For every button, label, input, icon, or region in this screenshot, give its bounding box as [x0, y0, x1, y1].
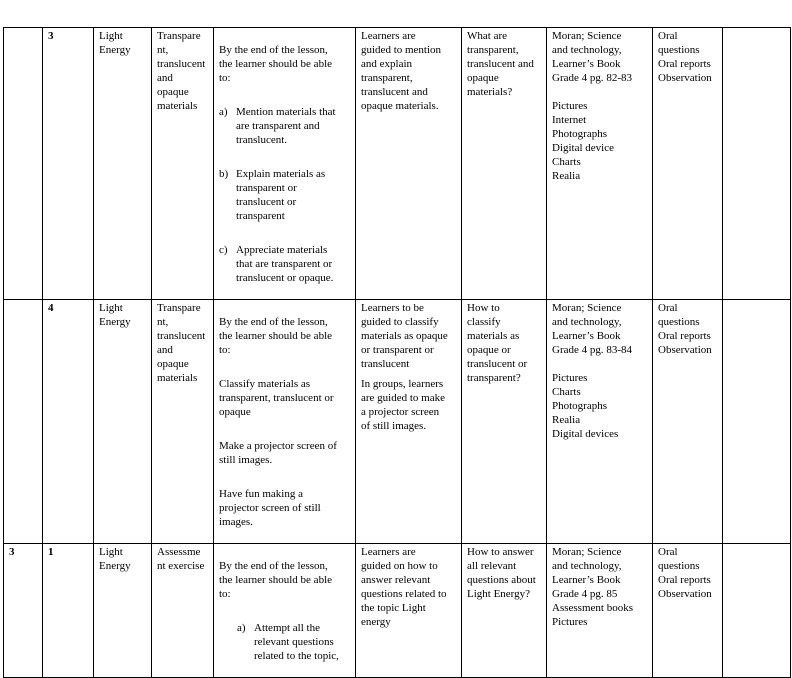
outcomes-cell — [214, 300, 356, 544]
table-row — [4, 28, 791, 300]
week-cell — [4, 300, 43, 544]
sub-strand-cell: Assessme nt exercise — [152, 544, 214, 678]
outcome-intro: By the end of the lesson, the learner should be able to: — [219, 560, 333, 600]
outcome-para: Have fun making a projector screen of still images. — [219, 488, 321, 528]
sub-strand-cell: Transpare nt, translucent and opaque materials — [152, 300, 214, 544]
resources-cell — [547, 300, 653, 544]
key-question-cell: How to answer all relevant questions about Light Energy? — [462, 544, 547, 678]
activities-cell — [356, 28, 462, 300]
outcome-para: By the end of the lesson, the learner should be able to: — [219, 316, 333, 356]
assessment-cell: Oral questions Oral reports Observation — [653, 544, 723, 678]
remarks-cell — [723, 28, 791, 300]
resource: Moran; Science and technology, Learner’s Book Grade 4 pg. 82-83 — [552, 30, 633, 84]
sub-strand-cell: Transpare nt, translucent and opaque materials — [152, 28, 214, 300]
lesson-cell: 3 — [43, 28, 94, 300]
outcome-item — [219, 243, 351, 285]
remarks-cell — [723, 300, 791, 544]
item-text: Mention materials that are transparent and translucent. — [236, 106, 336, 146]
resource: Moran; Science and technology, Learner’s Book Grade 4 pg. 85 Assessment books Pictures — [552, 546, 633, 628]
activity: Learners are guided to mention and explain transparent, translucent and opaque materials. — [361, 30, 442, 112]
outcomes-cell — [214, 28, 356, 300]
outcome-intro: By the end of the lesson, the learner should be able to: — [219, 44, 333, 84]
strand-cell: Light Energy — [94, 300, 152, 544]
table-row — [4, 300, 791, 544]
lesson-cell: 1 — [43, 544, 94, 678]
activity: In groups, learners are guided to make a projector screen of still images. — [361, 378, 445, 432]
remarks-cell — [723, 544, 791, 678]
assessment-cell: Oral questions Oral reports Observation — [653, 300, 723, 544]
resources-cell — [547, 544, 653, 678]
item-letter: b) — [219, 168, 229, 180]
activity: Learners are guided on how to answer relevant questions related to the topic Light energy — [361, 546, 447, 628]
item-text: Explain materials as transparent or translucent or transparent — [236, 168, 326, 222]
week-cell: 3 — [4, 544, 43, 678]
activity: Learners to be guided to classify materials as opaque or transparent or translucent — [361, 302, 448, 370]
week-cell — [4, 28, 43, 300]
outcome-item — [219, 167, 351, 223]
outcome-para: Make a projector screen of still images. — [219, 440, 337, 466]
resources-cell — [547, 28, 653, 300]
outcomes-cell — [214, 544, 356, 678]
item-letter: a) — [219, 106, 228, 118]
key-question-cell: What are transparent, translucent and opaque materials? — [462, 28, 547, 300]
resource: Pictures Charts Photographs Realia Digital devices — [552, 372, 619, 440]
scheme-of-work-table — [3, 27, 791, 678]
strand-cell: Light Energy — [94, 544, 152, 678]
key-question-cell: How to classify materials as opaque or translucent or transparent? — [462, 300, 547, 544]
resource: Moran; Science and technology, Learner’s Book Grade 4 pg. 83-84 — [552, 302, 633, 356]
strand-cell: Light Energy — [94, 28, 152, 300]
table-row — [4, 544, 791, 678]
item-text: Attempt all the relevant questions related to the topic, — [254, 622, 339, 662]
item-letter: a) — [237, 622, 246, 634]
activities-cell — [356, 300, 462, 544]
lesson-cell: 4 — [43, 300, 94, 544]
item-text: Appreciate materials that are transparent or translucent or opaque. — [236, 244, 334, 284]
activities-cell — [356, 544, 462, 678]
outcome-para: Classify materials as transparent, translucent or opaque — [219, 378, 334, 418]
outcome-item — [219, 105, 351, 147]
outcome-item — [219, 621, 351, 663]
resource: Pictures Internet Photographs Digital device Charts Realia — [552, 100, 615, 182]
assessment-cell: Oral questions Oral reports Observation — [653, 28, 723, 300]
item-letter: c) — [219, 244, 228, 256]
